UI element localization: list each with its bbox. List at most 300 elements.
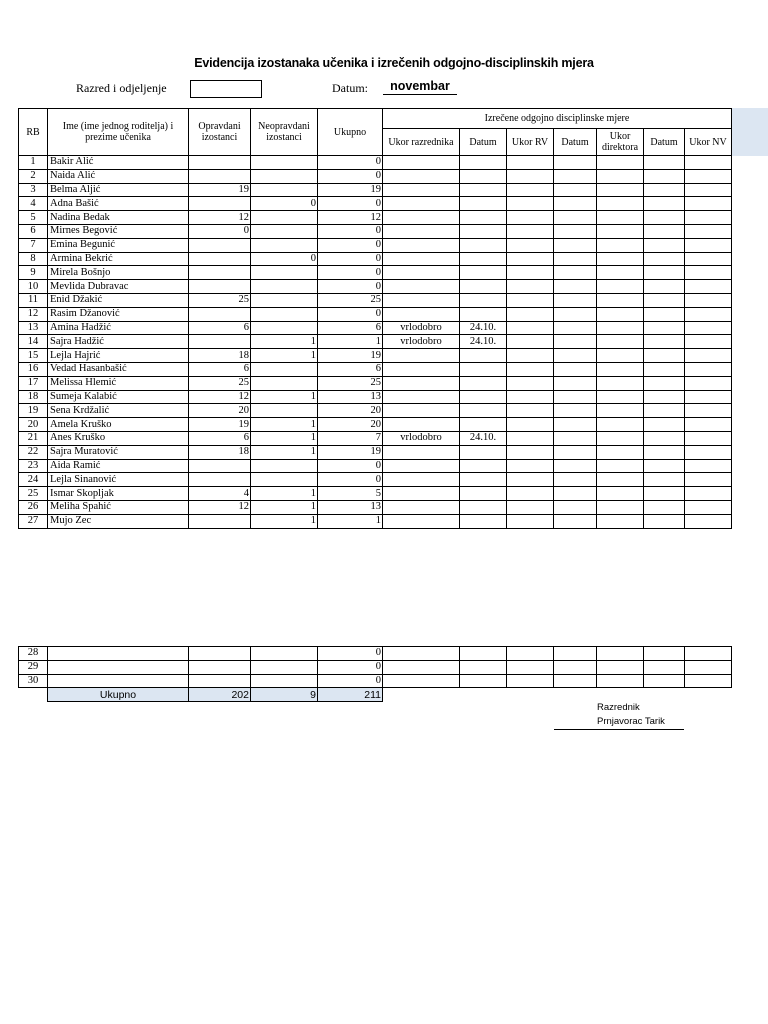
measure-cell[interactable] bbox=[644, 674, 685, 688]
ukor-rv-cell[interactable] bbox=[507, 280, 554, 294]
ukor-razrednika-cell[interactable] bbox=[383, 293, 460, 307]
datum-cell[interactable] bbox=[460, 197, 507, 211]
ukor-nv-cell[interactable] bbox=[685, 169, 732, 183]
measure-cell[interactable] bbox=[685, 647, 732, 661]
datum-cell[interactable] bbox=[460, 183, 507, 197]
ukor-direktora-cell[interactable] bbox=[597, 321, 644, 335]
datum-rv-cell[interactable] bbox=[554, 431, 597, 445]
unexcused-cell[interactable] bbox=[251, 169, 318, 183]
datum-direktora-cell[interactable] bbox=[644, 224, 685, 238]
rb-cell[interactable]: 20 bbox=[19, 418, 48, 432]
ukor-direktora-cell[interactable] bbox=[597, 362, 644, 376]
excused-cell[interactable] bbox=[189, 156, 251, 170]
total-cell[interactable]: 25 bbox=[318, 376, 383, 390]
ukor-nv-cell[interactable] bbox=[685, 197, 732, 211]
datum-cell[interactable] bbox=[460, 156, 507, 170]
total-cell[interactable]: 0 bbox=[318, 224, 383, 238]
total-cell[interactable]: 0 bbox=[318, 252, 383, 266]
ukor-nv-cell[interactable] bbox=[685, 156, 732, 170]
datum-rv-cell[interactable] bbox=[554, 390, 597, 404]
total-cell[interactable]: 12 bbox=[318, 211, 383, 225]
excused-cell[interactable] bbox=[189, 674, 251, 688]
ukor-razrednika-cell[interactable] bbox=[383, 197, 460, 211]
name-cell[interactable]: Rasim Džanović bbox=[48, 307, 189, 321]
total-cell[interactable]: 20 bbox=[318, 418, 383, 432]
ukor-nv-cell[interactable] bbox=[685, 349, 732, 363]
datum-rv-cell[interactable] bbox=[554, 238, 597, 252]
ukor-nv-cell[interactable] bbox=[685, 224, 732, 238]
total-cell[interactable]: 5 bbox=[318, 487, 383, 501]
name-cell[interactable]: Amela Kruško bbox=[48, 418, 189, 432]
ukor-razrednika-cell[interactable] bbox=[383, 487, 460, 501]
ukor-nv-cell[interactable] bbox=[685, 376, 732, 390]
datum-cell[interactable] bbox=[460, 404, 507, 418]
rb-cell[interactable]: 19 bbox=[19, 404, 48, 418]
excused-cell[interactable]: 25 bbox=[189, 293, 251, 307]
ukor-razrednika-cell[interactable] bbox=[383, 349, 460, 363]
name-cell[interactable] bbox=[48, 674, 189, 688]
datum-cell[interactable] bbox=[460, 211, 507, 225]
ukor-direktora-cell[interactable] bbox=[597, 514, 644, 528]
rb-cell[interactable]: 27 bbox=[19, 514, 48, 528]
datum-rv-cell[interactable] bbox=[554, 211, 597, 225]
datum-rv-cell[interactable] bbox=[554, 459, 597, 473]
name-cell[interactable]: Lejla Sinanović bbox=[48, 473, 189, 487]
excused-cell[interactable]: 18 bbox=[189, 445, 251, 459]
ukor-direktora-cell[interactable] bbox=[597, 459, 644, 473]
total-cell[interactable]: 0 bbox=[318, 169, 383, 183]
rb-cell[interactable]: 15 bbox=[19, 349, 48, 363]
excused-cell[interactable]: 4 bbox=[189, 487, 251, 501]
unexcused-cell[interactable]: 1 bbox=[251, 514, 318, 528]
rb-cell[interactable]: 26 bbox=[19, 500, 48, 514]
datum-cell[interactable]: 24.10. bbox=[460, 431, 507, 445]
name-cell[interactable]: Sena Krdžalić bbox=[48, 404, 189, 418]
datum-rv-cell[interactable] bbox=[554, 418, 597, 432]
total-cell[interactable]: 20 bbox=[318, 404, 383, 418]
total-cell[interactable]: 0 bbox=[318, 647, 383, 661]
name-cell[interactable]: Ismar Skopljak bbox=[48, 487, 189, 501]
datum-cell[interactable] bbox=[460, 445, 507, 459]
rb-cell[interactable]: 4 bbox=[19, 197, 48, 211]
ukor-rv-cell[interactable] bbox=[507, 224, 554, 238]
ukor-nv-cell[interactable] bbox=[685, 514, 732, 528]
ukor-razrednika-cell[interactable] bbox=[383, 224, 460, 238]
datum-rv-cell[interactable] bbox=[554, 169, 597, 183]
ukor-rv-cell[interactable] bbox=[507, 183, 554, 197]
unexcused-cell[interactable] bbox=[251, 459, 318, 473]
ukor-direktora-cell[interactable] bbox=[597, 307, 644, 321]
datum-cell[interactable] bbox=[460, 293, 507, 307]
rb-cell[interactable]: 7 bbox=[19, 238, 48, 252]
name-cell[interactable]: Naida Alić bbox=[48, 169, 189, 183]
datum-cell[interactable] bbox=[460, 349, 507, 363]
ukor-razrednika-cell[interactable] bbox=[383, 514, 460, 528]
rb-cell[interactable]: 17 bbox=[19, 376, 48, 390]
datum-direktora-cell[interactable] bbox=[644, 418, 685, 432]
excused-cell[interactable] bbox=[189, 473, 251, 487]
ukor-nv-cell[interactable] bbox=[685, 500, 732, 514]
datum-rv-cell[interactable] bbox=[554, 349, 597, 363]
ukor-nv-cell[interactable] bbox=[685, 335, 732, 349]
datum-direktora-cell[interactable] bbox=[644, 376, 685, 390]
unexcused-cell[interactable] bbox=[251, 280, 318, 294]
ukor-razrednika-cell[interactable] bbox=[383, 404, 460, 418]
rb-cell[interactable]: 6 bbox=[19, 224, 48, 238]
ukor-rv-cell[interactable] bbox=[507, 500, 554, 514]
unexcused-cell[interactable]: 1 bbox=[251, 349, 318, 363]
measure-cell[interactable] bbox=[507, 660, 554, 674]
ukor-rv-cell[interactable] bbox=[507, 418, 554, 432]
name-cell[interactable]: Vedad Hasanbašić bbox=[48, 362, 189, 376]
datum-cell[interactable] bbox=[460, 487, 507, 501]
ukor-nv-cell[interactable] bbox=[685, 293, 732, 307]
excused-cell[interactable] bbox=[189, 459, 251, 473]
total-cell[interactable]: 0 bbox=[318, 238, 383, 252]
datum-rv-cell[interactable] bbox=[554, 156, 597, 170]
ukor-direktora-cell[interactable] bbox=[597, 224, 644, 238]
ukor-rv-cell[interactable] bbox=[507, 514, 554, 528]
ukor-direktora-cell[interactable] bbox=[597, 335, 644, 349]
ukor-rv-cell[interactable] bbox=[507, 169, 554, 183]
ukor-rv-cell[interactable] bbox=[507, 321, 554, 335]
excused-cell[interactable]: 12 bbox=[189, 390, 251, 404]
ukor-nv-cell[interactable] bbox=[685, 431, 732, 445]
measure-cell[interactable] bbox=[554, 674, 597, 688]
name-cell[interactable]: Adna Bašić bbox=[48, 197, 189, 211]
ukor-direktora-cell[interactable] bbox=[597, 349, 644, 363]
datum-rv-cell[interactable] bbox=[554, 473, 597, 487]
datum-direktora-cell[interactable] bbox=[644, 183, 685, 197]
name-cell[interactable]: Mujo Zec bbox=[48, 514, 189, 528]
unexcused-cell[interactable] bbox=[251, 224, 318, 238]
ukor-rv-cell[interactable] bbox=[507, 404, 554, 418]
rb-cell[interactable]: 28 bbox=[19, 647, 48, 661]
name-cell[interactable] bbox=[48, 647, 189, 661]
ukor-direktora-cell[interactable] bbox=[597, 473, 644, 487]
rb-cell[interactable]: 22 bbox=[19, 445, 48, 459]
ukor-nv-cell[interactable] bbox=[685, 211, 732, 225]
datum-rv-cell[interactable] bbox=[554, 183, 597, 197]
rb-cell[interactable]: 23 bbox=[19, 459, 48, 473]
datum-direktora-cell[interactable] bbox=[644, 445, 685, 459]
rb-cell[interactable]: 2 bbox=[19, 169, 48, 183]
excused-cell[interactable]: 12 bbox=[189, 211, 251, 225]
measure-cell[interactable] bbox=[685, 660, 732, 674]
ukor-rv-cell[interactable] bbox=[507, 293, 554, 307]
name-cell[interactable]: Bakir Alić bbox=[48, 156, 189, 170]
total-cell[interactable]: 0 bbox=[318, 459, 383, 473]
measure-cell[interactable] bbox=[597, 674, 644, 688]
datum-direktora-cell[interactable] bbox=[644, 431, 685, 445]
ukor-rv-cell[interactable] bbox=[507, 376, 554, 390]
datum-direktora-cell[interactable] bbox=[644, 349, 685, 363]
total-cell[interactable]: 7 bbox=[318, 431, 383, 445]
ukor-direktora-cell[interactable] bbox=[597, 252, 644, 266]
name-cell[interactable]: Nadina Bedak bbox=[48, 211, 189, 225]
ukor-direktora-cell[interactable] bbox=[597, 169, 644, 183]
ukor-rv-cell[interactable] bbox=[507, 473, 554, 487]
datum-direktora-cell[interactable] bbox=[644, 293, 685, 307]
ukor-razrednika-cell[interactable]: vrlodobro bbox=[383, 431, 460, 445]
ukor-direktora-cell[interactable] bbox=[597, 156, 644, 170]
unexcused-cell[interactable] bbox=[251, 674, 318, 688]
datum-cell[interactable] bbox=[460, 514, 507, 528]
measure-cell[interactable] bbox=[644, 660, 685, 674]
ukor-razrednika-cell[interactable]: vrlodobro bbox=[383, 335, 460, 349]
ukor-razrednika-cell[interactable] bbox=[383, 473, 460, 487]
ukor-razrednika-cell[interactable] bbox=[383, 183, 460, 197]
ukor-nv-cell[interactable] bbox=[685, 321, 732, 335]
datum-rv-cell[interactable] bbox=[554, 307, 597, 321]
unexcused-cell[interactable] bbox=[251, 238, 318, 252]
datum-cell[interactable] bbox=[460, 362, 507, 376]
ukor-rv-cell[interactable] bbox=[507, 156, 554, 170]
datum-direktora-cell[interactable] bbox=[644, 238, 685, 252]
ukor-nv-cell[interactable] bbox=[685, 404, 732, 418]
datum-direktora-cell[interactable] bbox=[644, 266, 685, 280]
datum-cell[interactable] bbox=[460, 169, 507, 183]
excused-cell[interactable]: 6 bbox=[189, 362, 251, 376]
total-cell[interactable]: 13 bbox=[318, 500, 383, 514]
name-cell[interactable]: Mirnes Begović bbox=[48, 224, 189, 238]
excused-cell[interactable]: 0 bbox=[189, 224, 251, 238]
ukor-razrednika-cell[interactable] bbox=[383, 445, 460, 459]
ukor-nv-cell[interactable] bbox=[685, 473, 732, 487]
name-cell[interactable]: Enid Džakić bbox=[48, 293, 189, 307]
datum-cell[interactable] bbox=[460, 238, 507, 252]
datum-rv-cell[interactable] bbox=[554, 362, 597, 376]
unexcused-cell[interactable]: 1 bbox=[251, 445, 318, 459]
ukor-rv-cell[interactable] bbox=[507, 431, 554, 445]
unexcused-cell[interactable] bbox=[251, 660, 318, 674]
total-cell[interactable]: 25 bbox=[318, 293, 383, 307]
excused-cell[interactable] bbox=[189, 252, 251, 266]
measure-cell[interactable] bbox=[460, 647, 507, 661]
unexcused-cell[interactable] bbox=[251, 376, 318, 390]
datum-rv-cell[interactable] bbox=[554, 293, 597, 307]
name-cell[interactable]: Belma Aljić bbox=[48, 183, 189, 197]
datum-direktora-cell[interactable] bbox=[644, 473, 685, 487]
datum-cell[interactable]: 24.10. bbox=[460, 321, 507, 335]
unexcused-cell[interactable]: 1 bbox=[251, 335, 318, 349]
rb-cell[interactable]: 30 bbox=[19, 674, 48, 688]
unexcused-cell[interactable] bbox=[251, 293, 318, 307]
datum-rv-cell[interactable] bbox=[554, 500, 597, 514]
total-cell[interactable]: 0 bbox=[318, 280, 383, 294]
excused-cell[interactable]: 6 bbox=[189, 431, 251, 445]
unexcused-cell[interactable] bbox=[251, 156, 318, 170]
ukor-direktora-cell[interactable] bbox=[597, 431, 644, 445]
ukor-razrednika-cell[interactable] bbox=[383, 500, 460, 514]
ukor-nv-cell[interactable] bbox=[685, 183, 732, 197]
ukor-razrednika-cell[interactable] bbox=[383, 418, 460, 432]
rb-cell[interactable]: 24 bbox=[19, 473, 48, 487]
ukor-razrednika-cell[interactable] bbox=[383, 169, 460, 183]
unexcused-cell[interactable]: 1 bbox=[251, 431, 318, 445]
datum-cell[interactable] bbox=[460, 500, 507, 514]
ukor-razrednika-cell[interactable] bbox=[383, 156, 460, 170]
total-cell[interactable]: 19 bbox=[318, 183, 383, 197]
excused-cell[interactable] bbox=[189, 169, 251, 183]
rb-cell[interactable]: 1 bbox=[19, 156, 48, 170]
rb-cell[interactable]: 5 bbox=[19, 211, 48, 225]
measure-cell[interactable] bbox=[507, 647, 554, 661]
excused-cell[interactable]: 12 bbox=[189, 500, 251, 514]
measure-cell[interactable] bbox=[554, 660, 597, 674]
ukor-rv-cell[interactable] bbox=[507, 211, 554, 225]
datum-rv-cell[interactable] bbox=[554, 321, 597, 335]
name-cell[interactable]: Lejla Hajrić bbox=[48, 349, 189, 363]
rb-cell[interactable]: 3 bbox=[19, 183, 48, 197]
datum-cell[interactable] bbox=[460, 280, 507, 294]
rb-cell[interactable]: 9 bbox=[19, 266, 48, 280]
datum-cell[interactable] bbox=[460, 224, 507, 238]
ukor-direktora-cell[interactable] bbox=[597, 197, 644, 211]
date-field[interactable]: novembar bbox=[383, 79, 457, 95]
ukor-direktora-cell[interactable] bbox=[597, 376, 644, 390]
ukor-razrednika-cell[interactable] bbox=[383, 266, 460, 280]
datum-direktora-cell[interactable] bbox=[644, 514, 685, 528]
name-cell[interactable]: Anes Kruško bbox=[48, 431, 189, 445]
excused-cell[interactable] bbox=[189, 307, 251, 321]
ukor-rv-cell[interactable] bbox=[507, 238, 554, 252]
measure-cell[interactable] bbox=[460, 674, 507, 688]
datum-cell[interactable] bbox=[460, 376, 507, 390]
ukor-rv-cell[interactable] bbox=[507, 487, 554, 501]
datum-direktora-cell[interactable] bbox=[644, 459, 685, 473]
name-cell[interactable]: Mevlida Dubravac bbox=[48, 280, 189, 294]
ukor-direktora-cell[interactable] bbox=[597, 487, 644, 501]
total-cell[interactable]: 0 bbox=[318, 307, 383, 321]
ukor-nv-cell[interactable] bbox=[685, 307, 732, 321]
datum-direktora-cell[interactable] bbox=[644, 500, 685, 514]
datum-cell[interactable] bbox=[460, 252, 507, 266]
datum-direktora-cell[interactable] bbox=[644, 307, 685, 321]
datum-rv-cell[interactable] bbox=[554, 335, 597, 349]
ukor-rv-cell[interactable] bbox=[507, 459, 554, 473]
ukor-nv-cell[interactable] bbox=[685, 418, 732, 432]
ukor-rv-cell[interactable] bbox=[507, 266, 554, 280]
class-field[interactable] bbox=[190, 80, 262, 98]
datum-direktora-cell[interactable] bbox=[644, 280, 685, 294]
datum-cell[interactable] bbox=[460, 473, 507, 487]
datum-direktora-cell[interactable] bbox=[644, 321, 685, 335]
datum-direktora-cell[interactable] bbox=[644, 335, 685, 349]
ukor-nv-cell[interactable] bbox=[685, 362, 732, 376]
ukor-rv-cell[interactable] bbox=[507, 390, 554, 404]
datum-direktora-cell[interactable] bbox=[644, 169, 685, 183]
unexcused-cell[interactable] bbox=[251, 266, 318, 280]
datum-rv-cell[interactable] bbox=[554, 376, 597, 390]
ukor-razrednika-cell[interactable] bbox=[383, 459, 460, 473]
datum-rv-cell[interactable] bbox=[554, 487, 597, 501]
datum-cell[interactable] bbox=[460, 266, 507, 280]
measure-cell[interactable] bbox=[383, 674, 460, 688]
total-cell[interactable]: 0 bbox=[318, 473, 383, 487]
ukor-direktora-cell[interactable] bbox=[597, 293, 644, 307]
ukor-nv-cell[interactable] bbox=[685, 459, 732, 473]
measure-cell[interactable] bbox=[383, 660, 460, 674]
name-cell[interactable]: Sumeja Kalabić bbox=[48, 390, 189, 404]
ukor-rv-cell[interactable] bbox=[507, 197, 554, 211]
datum-rv-cell[interactable] bbox=[554, 266, 597, 280]
total-cell[interactable]: 0 bbox=[318, 674, 383, 688]
name-cell[interactable]: Amina Hadžić bbox=[48, 321, 189, 335]
datum-rv-cell[interactable] bbox=[554, 252, 597, 266]
datum-rv-cell[interactable] bbox=[554, 224, 597, 238]
unexcused-cell[interactable]: 1 bbox=[251, 418, 318, 432]
ukor-direktora-cell[interactable] bbox=[597, 404, 644, 418]
rb-cell[interactable]: 25 bbox=[19, 487, 48, 501]
ukor-razrednika-cell[interactable]: vrlodobro bbox=[383, 321, 460, 335]
excused-cell[interactable] bbox=[189, 660, 251, 674]
datum-direktora-cell[interactable] bbox=[644, 252, 685, 266]
excused-cell[interactable] bbox=[189, 335, 251, 349]
total-cell[interactable]: 19 bbox=[318, 445, 383, 459]
unexcused-cell[interactable]: 1 bbox=[251, 487, 318, 501]
unexcused-cell[interactable] bbox=[251, 183, 318, 197]
excused-cell[interactable]: 20 bbox=[189, 404, 251, 418]
total-cell[interactable]: 1 bbox=[318, 335, 383, 349]
name-cell[interactable]: Mirela Bošnjo bbox=[48, 266, 189, 280]
total-cell[interactable]: 6 bbox=[318, 321, 383, 335]
ukor-razrednika-cell[interactable] bbox=[383, 238, 460, 252]
ukor-razrednika-cell[interactable] bbox=[383, 307, 460, 321]
excused-cell[interactable] bbox=[189, 280, 251, 294]
rb-cell[interactable]: 16 bbox=[19, 362, 48, 376]
datum-rv-cell[interactable] bbox=[554, 197, 597, 211]
ukor-direktora-cell[interactable] bbox=[597, 280, 644, 294]
ukor-razrednika-cell[interactable] bbox=[383, 211, 460, 225]
ukor-razrednika-cell[interactable] bbox=[383, 362, 460, 376]
ukor-direktora-cell[interactable] bbox=[597, 445, 644, 459]
ukor-rv-cell[interactable] bbox=[507, 335, 554, 349]
ukor-direktora-cell[interactable] bbox=[597, 390, 644, 404]
ukor-razrednika-cell[interactable] bbox=[383, 376, 460, 390]
name-cell[interactable]: Meliha Spahić bbox=[48, 500, 189, 514]
excused-cell[interactable]: 19 bbox=[189, 418, 251, 432]
ukor-direktora-cell[interactable] bbox=[597, 418, 644, 432]
unexcused-cell[interactable] bbox=[251, 647, 318, 661]
ukor-rv-cell[interactable] bbox=[507, 362, 554, 376]
name-cell[interactable]: Sajra Muratović bbox=[48, 445, 189, 459]
total-cell[interactable]: 0 bbox=[318, 266, 383, 280]
ukor-rv-cell[interactable] bbox=[507, 307, 554, 321]
name-cell[interactable] bbox=[48, 660, 189, 674]
datum-cell[interactable] bbox=[460, 459, 507, 473]
total-cell[interactable]: 1 bbox=[318, 514, 383, 528]
measure-cell[interactable] bbox=[644, 647, 685, 661]
unexcused-cell[interactable] bbox=[251, 321, 318, 335]
datum-rv-cell[interactable] bbox=[554, 404, 597, 418]
ukor-direktora-cell[interactable] bbox=[597, 183, 644, 197]
datum-rv-cell[interactable] bbox=[554, 445, 597, 459]
measure-cell[interactable] bbox=[383, 647, 460, 661]
ukor-rv-cell[interactable] bbox=[507, 445, 554, 459]
ukor-razrednika-cell[interactable] bbox=[383, 280, 460, 294]
rb-cell[interactable]: 12 bbox=[19, 307, 48, 321]
ukor-direktora-cell[interactable] bbox=[597, 266, 644, 280]
datum-direktora-cell[interactable] bbox=[644, 487, 685, 501]
datum-direktora-cell[interactable] bbox=[644, 197, 685, 211]
datum-cell[interactable] bbox=[460, 390, 507, 404]
total-cell[interactable]: 6 bbox=[318, 362, 383, 376]
ukor-nv-cell[interactable] bbox=[685, 280, 732, 294]
rb-cell[interactable]: 18 bbox=[19, 390, 48, 404]
total-cell[interactable]: 13 bbox=[318, 390, 383, 404]
name-cell[interactable]: Melissa Hlemić bbox=[48, 376, 189, 390]
